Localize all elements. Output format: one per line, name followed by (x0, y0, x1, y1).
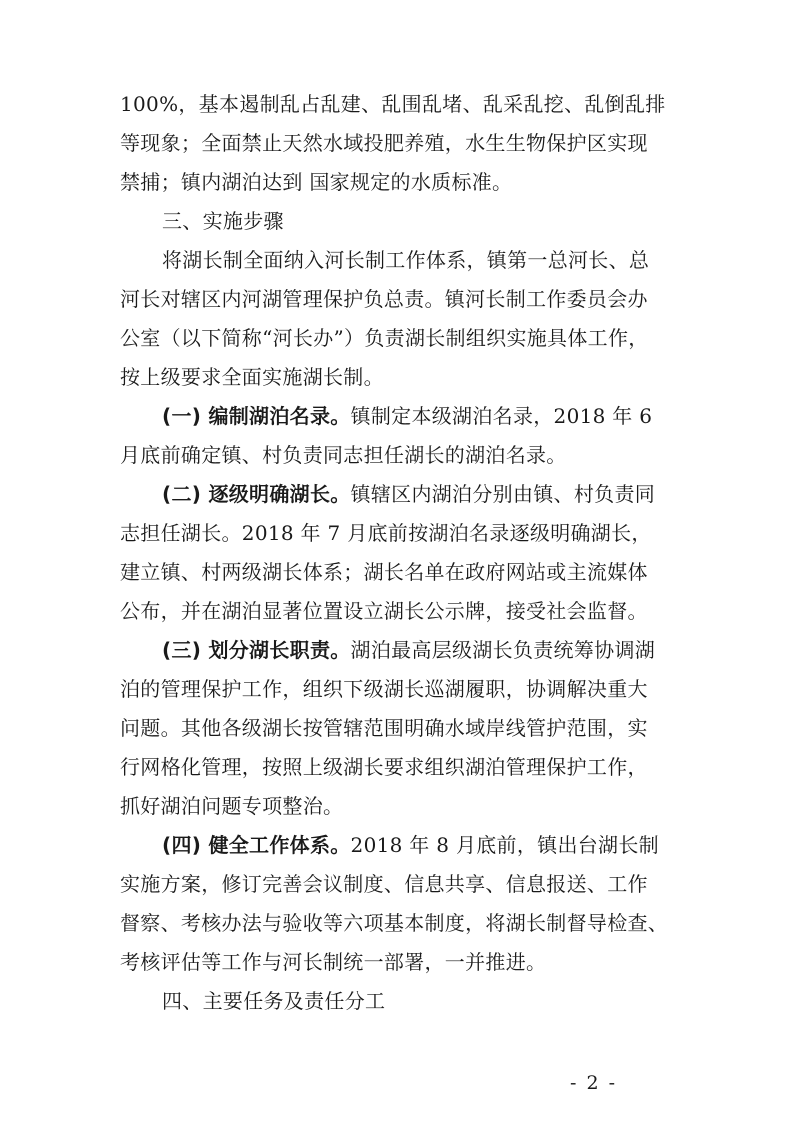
text-line: 公室（以下简称“河长办”）负责湖长制组织实施具体工作， (120, 326, 649, 350)
text-line: 按上级要求全面实施湖长制。 (120, 365, 384, 389)
text-line: 志担任湖长。2018 年 7 月底前按湖泊名录逐级明确湖长， (120, 521, 652, 545)
text-span: 镇辖区内湖泊分别由镇、村负责同 (350, 482, 656, 506)
text-span: 湖泊最高层级湖长负责统筹协调湖 (350, 638, 656, 662)
text-line: 考核评估等工作与河长制统一部署，一并推进。 (120, 950, 547, 974)
subsection-title-4: (四) 健全工作体系。 (162, 833, 351, 857)
text-line: 禁捕；镇内湖泊达到 国家规定的水质标准。 (120, 170, 513, 194)
paragraph-line (162, 638, 655, 662)
text-line: 泊的管理保护工作，组织下级湖长巡湖履职，协调解决重大 (120, 677, 648, 701)
section-heading-4: 四、主要任务及责任分工 (162, 989, 386, 1013)
text-line: 100%，基本遏制乱占乱建、乱围乱堵、乱采乱挖、乱倒乱排 (120, 92, 666, 116)
text-line: 建立镇、村两级湖长体系；湖长名单在政府网站或主流媒体 (120, 560, 648, 584)
paragraph-line (162, 404, 652, 428)
subsection-title-2: (二) 逐级明确湖长。 (162, 482, 351, 506)
text-line: 行网格化管理，按照上级湖长要求组织湖泊管理保护工作， (120, 755, 648, 779)
subsection-title-3: (三) 划分湖长职责。 (162, 638, 351, 662)
paragraph-line (162, 482, 655, 506)
text-line: 抓好湖泊问题专项整治。 (120, 794, 344, 818)
text-line: 将湖长制全面纳入河长制工作体系，镇第一总河长、总 (162, 248, 650, 272)
text-span: 镇制定本级湖泊名录，2018 年 6 (350, 404, 653, 428)
paragraph-line (162, 833, 659, 857)
text-line: 月底前确定镇、村负责同志担任湖长的湖泊名录。 (120, 443, 567, 467)
page-number: - 2 - (570, 1072, 618, 1094)
text-span: 2018 年 8 月底前，镇出台湖长制 (350, 833, 659, 857)
text-line: 河长对辖区内河湖管理保护负总责。镇河长制工作委员会办 (120, 287, 648, 311)
text-line: 公布，并在湖泊显著位置设立湖长公示牌，接受社会监督。 (120, 599, 648, 623)
text-line: 问题。其他各级湖长按管辖范围明确水域岸线管护范围，实 (120, 716, 648, 740)
section-heading-3: 三、实施步骤 (162, 209, 284, 233)
subsection-title-1: (一) 编制湖泊名录。 (162, 404, 351, 428)
text-line: 等现象；全面禁止天然水域投肥养殖，水生生物保护区实现 (120, 131, 648, 155)
text-line: 实施方案，修订完善会议制度、信息共享、信息报送、工作 (120, 872, 648, 896)
text-line: 督察、考核办法与验收等六项基本制度，将湖长制督导检查、 (120, 911, 669, 935)
